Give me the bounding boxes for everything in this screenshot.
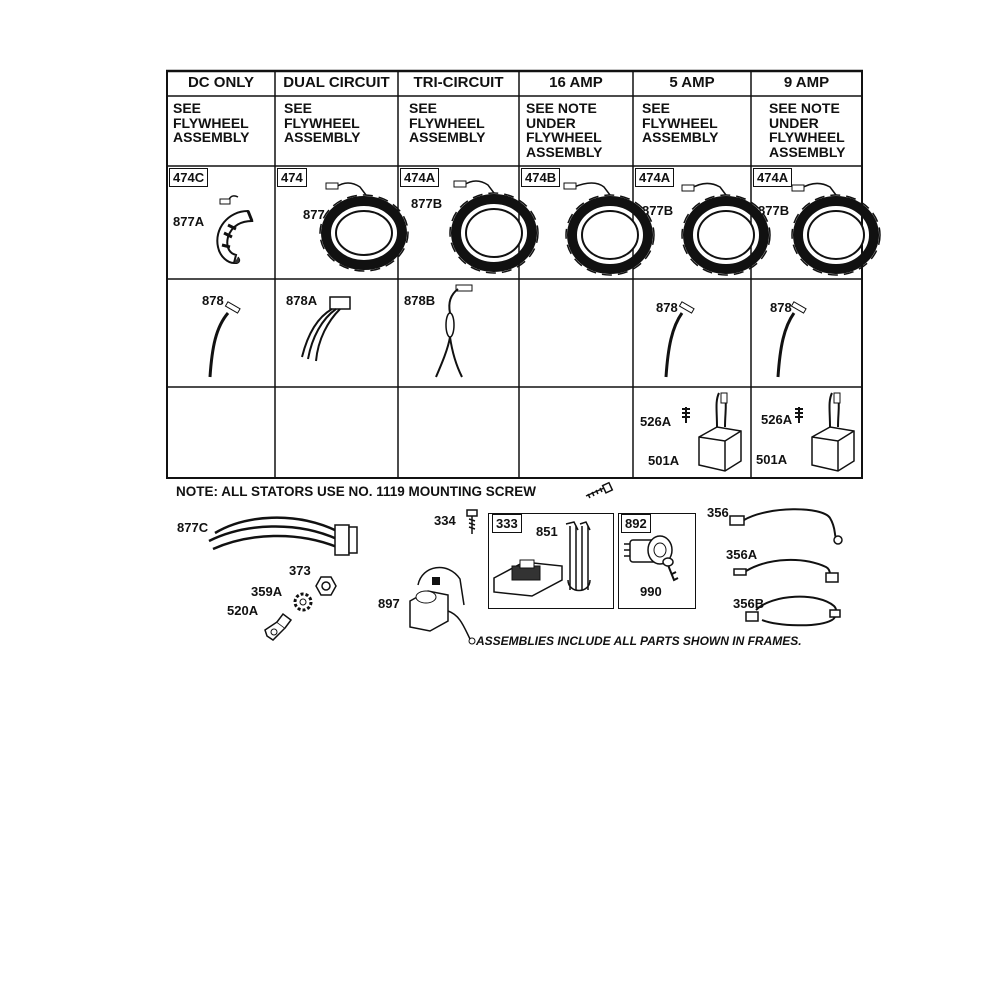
part-label-washer: 359A bbox=[251, 584, 283, 599]
regulator-9amp-drawing bbox=[794, 387, 864, 477]
col-header-tri-circuit: TRI-CIRCUIT bbox=[413, 74, 504, 91]
stator-part-9-amp: 877B bbox=[758, 203, 790, 218]
part-label-screw: 334 bbox=[434, 513, 456, 528]
stator-ring-5amp-drawing bbox=[676, 175, 776, 275]
col-note-dual-circuit: SEE FLYWHEEL ASSEMBLY bbox=[284, 100, 361, 145]
col-note-tri-circuit: SEE FLYWHEEL ASSEMBLY bbox=[409, 100, 486, 145]
col-note-9-amp: SEE NOTE UNDER FLYWHEEL ASSEMBLY bbox=[769, 100, 846, 160]
stator-part-dual-circuit: 877 bbox=[303, 207, 325, 222]
frame-ref-892: 892 bbox=[621, 514, 651, 533]
part-label-bracket: 520A bbox=[227, 603, 259, 618]
screw-icon bbox=[465, 508, 479, 536]
col-header-9-amp: 9 AMP bbox=[783, 74, 830, 91]
part-label-key: 990 bbox=[640, 584, 662, 599]
col-header-dual-circuit: DUAL CIRCUIT bbox=[283, 74, 390, 91]
mounting-screw-note: NOTE: ALL STATORS USE NO. 1119 MOUNTING SCREW bbox=[176, 484, 537, 499]
col-header-5-amp: 5 AMP bbox=[669, 74, 715, 91]
stator-ring-dual-drawing bbox=[314, 175, 414, 275]
col-header-16-amp: 16 AMP bbox=[549, 74, 603, 91]
solenoid-drawing bbox=[404, 555, 484, 645]
assemblies-footer-note: ASSEMBLIES INCLUDE ALL PARTS SHOWN IN FRAMES. bbox=[476, 634, 802, 648]
stator-ref-16-amp: 474B bbox=[521, 168, 560, 187]
stator-half-drawing bbox=[208, 189, 268, 269]
stator-ring-9amp-drawing bbox=[786, 175, 886, 275]
part-label-cable-356a: 356A bbox=[726, 547, 758, 562]
part-label-harness: 877C bbox=[177, 520, 209, 535]
table-grid-lines bbox=[166, 71, 863, 479]
wire-lead-5amp-drawing bbox=[654, 303, 714, 383]
wire-part-dc-only: 878 bbox=[202, 293, 224, 308]
regulator-9-amp: 501A bbox=[756, 452, 788, 467]
regulator-screw-5-amp: 526A bbox=[640, 414, 672, 429]
ground-bracket-icon bbox=[263, 612, 293, 642]
stator-ring-16amp-drawing bbox=[560, 175, 660, 275]
cable-356b-drawing bbox=[738, 588, 848, 628]
stator-ref-5-amp: 474A bbox=[635, 168, 674, 187]
wire-lead-drawing bbox=[196, 303, 256, 383]
stator-ref-dual-circuit: 474 bbox=[277, 168, 307, 187]
regulator-5-amp: 501A bbox=[648, 453, 680, 468]
cable-356-drawing bbox=[722, 508, 852, 548]
part-label-cable-356b: 356B bbox=[733, 596, 765, 611]
col-note-16-amp: SEE NOTE UNDER FLYWHEEL ASSEMBLY bbox=[526, 100, 603, 160]
ignition-coil-drawing bbox=[490, 520, 610, 600]
stator-ref-tri-circuit: 474A bbox=[400, 168, 439, 187]
stator-part-5-amp: 877B bbox=[642, 203, 674, 218]
wire-part-9-amp: 878 bbox=[770, 300, 792, 315]
stator-ref-dc-only: 474C bbox=[169, 168, 208, 187]
col-note-5-amp: SEE FLYWHEEL ASSEMBLY bbox=[642, 100, 719, 145]
col-note-dc-only: SEE FLYWHEEL ASSEMBLY bbox=[173, 100, 250, 145]
stator-part-dc-only: 877A bbox=[173, 214, 205, 229]
lock-washer-icon bbox=[293, 592, 313, 612]
wire-harness-connector-drawing bbox=[288, 293, 358, 383]
regulator-5amp-drawing bbox=[681, 387, 751, 477]
ignition-switch-drawing bbox=[620, 530, 690, 600]
stator-part-tri-circuit: 877B bbox=[411, 196, 443, 211]
regulator-screw-9-amp: 526A bbox=[761, 412, 793, 427]
hex-nut-icon bbox=[315, 575, 337, 597]
wire-harness-drawing bbox=[205, 505, 365, 565]
part-label-solenoid: 897 bbox=[378, 596, 400, 611]
wire-lead-9amp-drawing bbox=[766, 303, 826, 383]
stator-ring-tri-drawing bbox=[444, 175, 544, 275]
part-label-cable-356: 356 bbox=[707, 505, 729, 520]
wire-part-dual-circuit: 878A bbox=[286, 293, 318, 308]
part-label-coil: 851 bbox=[536, 524, 558, 539]
stator-ref-9-amp: 474A bbox=[753, 168, 792, 187]
part-label-nut: 373 bbox=[289, 563, 311, 578]
stator-table bbox=[166, 71, 863, 479]
frame-ref-333: 333 bbox=[492, 514, 522, 533]
wire-y-lead-drawing bbox=[428, 279, 488, 389]
col-header-dc-only: DC ONLY bbox=[187, 74, 255, 91]
mounting-screw-icon bbox=[584, 482, 614, 502]
wire-part-5-amp: 878 bbox=[656, 300, 678, 315]
wire-part-tri-circuit: 878B bbox=[404, 293, 436, 308]
